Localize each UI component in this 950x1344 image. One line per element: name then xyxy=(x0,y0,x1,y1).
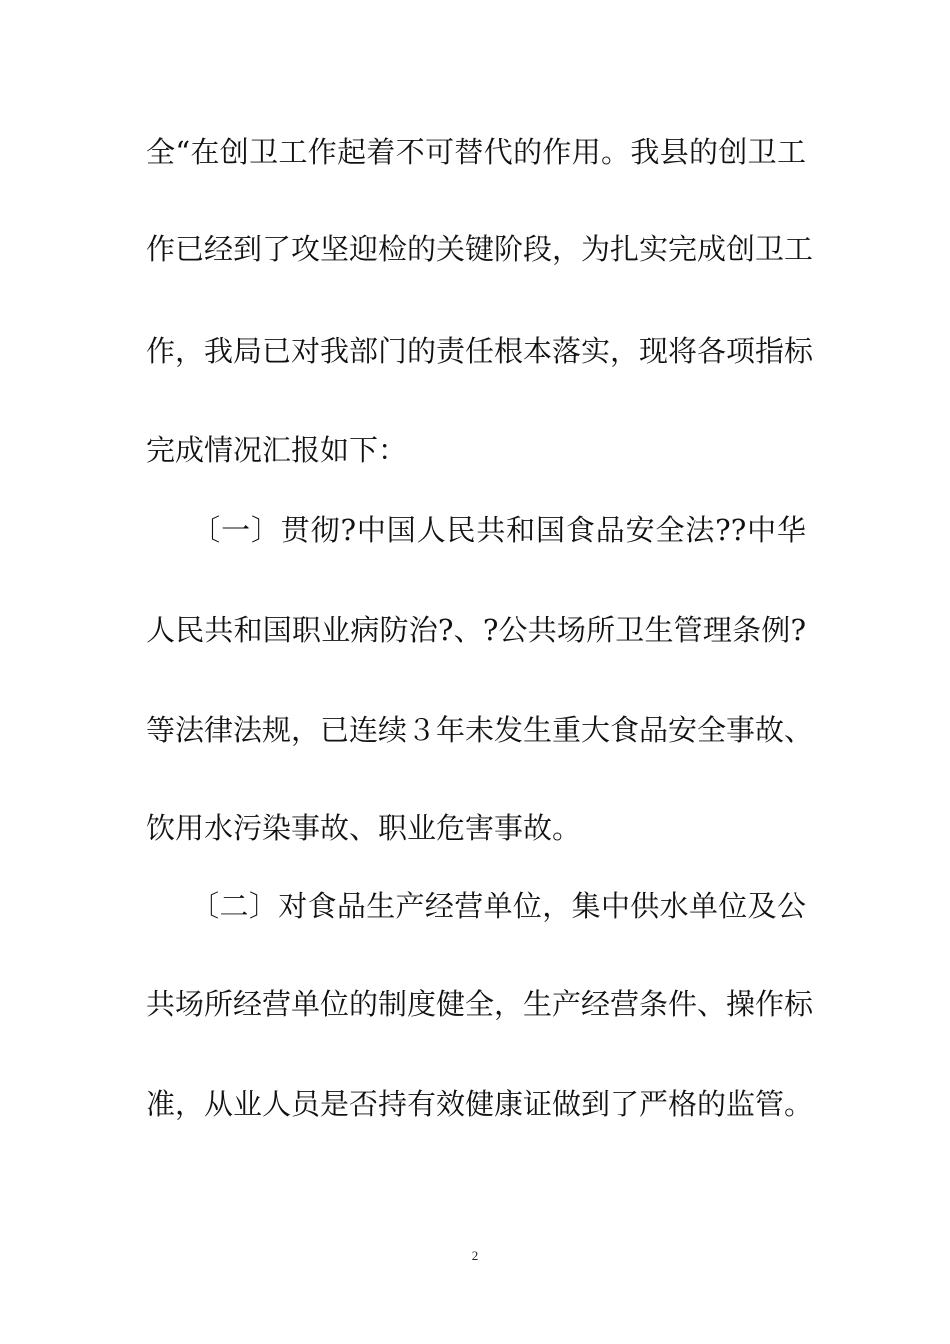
body-line-5: 〔一〕贯彻?中国人民共和国食品安全法??中华 xyxy=(146,513,806,547)
body-line-11: 准，从业人员是否持有效健康证做到了严格的监管。 xyxy=(146,1087,814,1121)
body-line-6: 人民共和国职业病防治?、?公共场所卫生管理条例? xyxy=(146,613,806,647)
body-line-10: 共场所经营单位的制度健全，生产经营条件、操作标 xyxy=(146,987,814,1021)
page-number: 2 xyxy=(471,1248,479,1263)
body-line-2: 作已经到了攻坚迎检的关键阶段，为扎实完成创卫工 xyxy=(146,232,814,266)
body-line-7: 等法律法规，已连续３年未发生重大食品安全事故、 xyxy=(146,713,814,747)
body-line-4: 完成情况汇报如下： xyxy=(146,433,408,467)
body-line-8: 饮用水污染事故、职业危害事故。 xyxy=(146,811,582,845)
body-line-9: 〔二〕对食品生产经营单位，集中供水单位及公 xyxy=(146,889,806,923)
body-line-3: 作，我局已对我部门的责任根本落实，现将各项指标 xyxy=(146,334,814,368)
body-line-1: 全“在创卫工作起着不可替代的作用。我县的创卫工 xyxy=(146,135,806,169)
